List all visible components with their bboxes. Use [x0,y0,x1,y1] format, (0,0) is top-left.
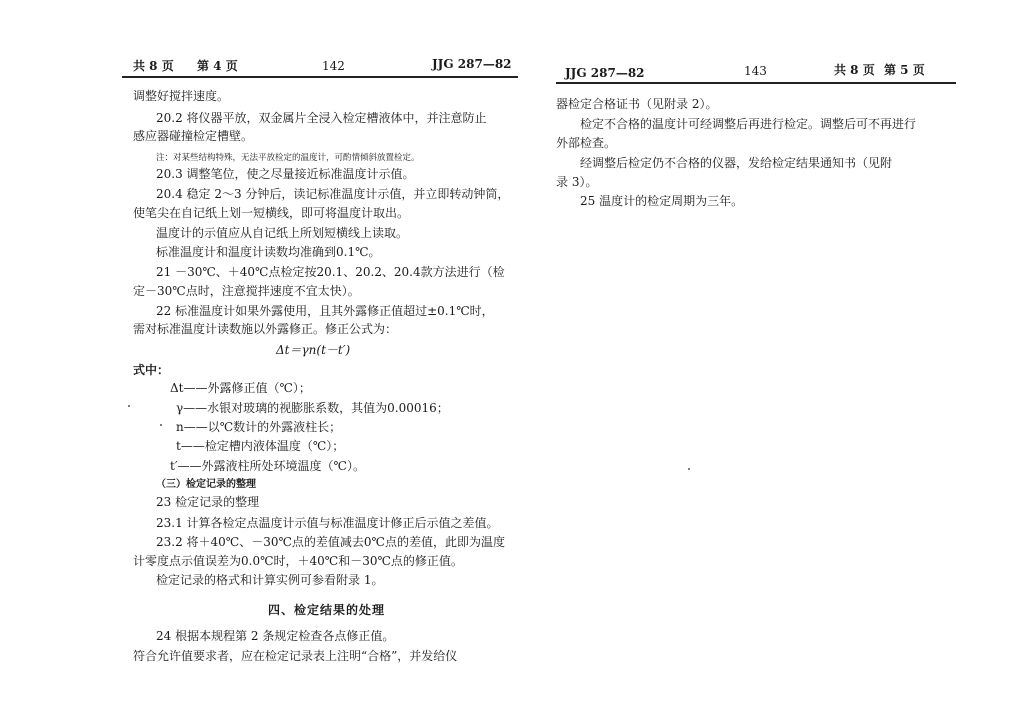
text-line: 器检定合格证书（见附录 2）。 [556,97,718,111]
formula-legend-heading: 式中： [133,363,170,377]
text-line: 23 检定记录的整理 [156,495,260,509]
text-line: 20.4 稳定 2～3 分钟后，读记标准温度计示值，并立即转动钟筒， [156,187,510,201]
text-line: 22 标准温度计如果外露使用，且其外露修正值超过±0.1℃时， [156,304,494,318]
text-line: 外部检查。 [556,136,617,150]
variable-definition: t——检定槽内液体温度（℃）； [176,439,345,453]
text-line: 感应器碰撞检定槽壁。 [133,129,254,143]
scan-speck [160,424,162,426]
text-line: 24 根据本规程第 2 条规定检查各点修正值。 [156,629,395,643]
text-line: 标准温度计和温度计读数均准确到0.1℃。 [156,245,381,259]
footnote: 注：对某些结构特殊，无法平放检定的温度计，可酌情倾斜放置检定。 [156,153,420,163]
right-page [540,0,1024,724]
text-line: 计零度点示值误差为0.0℃时，＋40℃和－30℃点的修正值。 [133,554,463,568]
header-standard-code: JJG 287—82 [432,57,512,71]
header-standard-code: JJG 287—82 [565,66,645,80]
header-total-pages: 共 8 页 [133,59,174,73]
header-folio: 143 [744,64,767,78]
section-title: 四、检定结果的处理 [268,603,386,617]
variable-definition: n——以℃数计的外露液柱长； [176,420,342,434]
variable-definition: t′——外露液柱所处环境温度（℃）。 [170,459,365,473]
text-line: 使笔尖在自记纸上划一短横线，即可将温度计取出。 [133,206,410,220]
scan-speck [128,405,130,407]
text-line: 定－30℃点时，注意搅拌速度不宜太快）。 [133,284,360,298]
text-line: 20.3 调整笔位，使之尽量接近标准温度计示值。 [156,167,415,181]
text-line: 20.2 将仪器平放，双金属片全浸入检定槽液体中，并注意防止 [156,111,487,125]
header-folio: 142 [322,59,345,73]
text-line: 21 －30℃、＋40℃点检定按20.1、20.2、20.4款方法进行（检 [156,265,505,279]
text-line: 检定不合格的温度计可经调整后再进行检定。调整后可不再进行 [580,117,917,131]
text-line: 检定记录的格式和计算实例可参看附录 1。 [156,573,384,587]
header-page-number: 第 5 页 [884,63,925,77]
header-rule [122,76,518,78]
text-line: 经调整后检定仍不合格的仪器，发给检定结果通知书（见附 [580,156,893,170]
header-page-number: 第 4 页 [197,59,238,73]
variable-definition: γ——水银对玻璃的视膨胀系数，其值为0.00016； [176,401,449,415]
text-line: 23.2 将＋40℃、－30℃点的差值减去0℃点的差值，此即为温度 [156,535,505,549]
text-line: 25 温度计的检定周期为三年。 [580,194,744,208]
text-line: 需对标准温度计读数施以外露修正。修正公式为： [133,322,398,336]
text-line: 温度计的示值应从自记纸上所划短横线上读取。 [156,226,409,240]
text-line: 23.1 计算各检定点温度计示值与标准温度计修正后示值之差值。 [156,516,499,530]
text-line: 调整好搅拌速度。 [133,89,230,103]
text-line: 录 3）。 [556,175,598,189]
text-line: 符合允许值要求者，应在检定记录表上注明“合格”，并发给仪 [133,649,458,663]
header-total-pages: 共 8 页 [834,63,875,77]
variable-definition: Δt——外露修正值（℃）； [170,381,311,395]
correction-formula: Δt＝γn(t－t′) [276,343,351,357]
scan-speck [688,468,690,470]
header-rule [556,82,956,84]
subsection-title: （三）检定记录的整理 [156,479,256,490]
